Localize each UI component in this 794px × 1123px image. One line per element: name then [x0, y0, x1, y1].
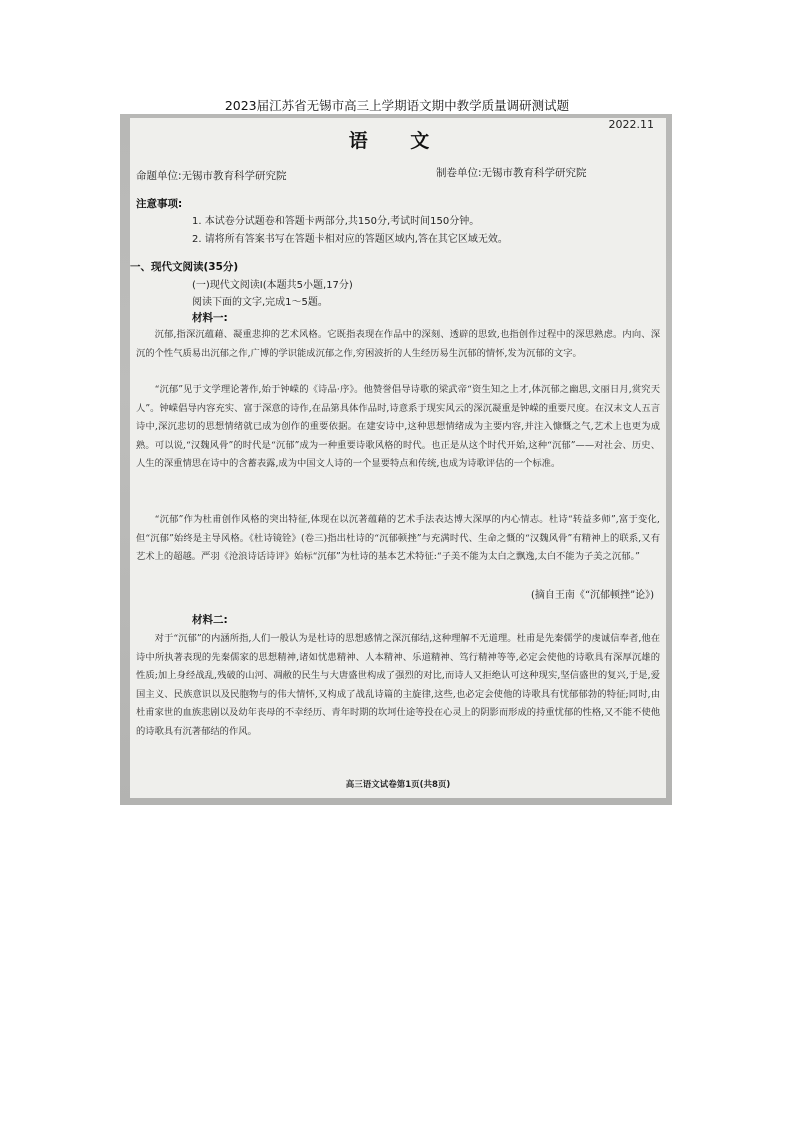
- material-1-heading: 材料一:: [192, 312, 228, 324]
- subsection-heading: (一)现代文阅读Ⅰ(本题共5小题,17分): [192, 280, 353, 291]
- material-2-paragraph-1: 对于“沉郁”的内涵所指,人们一般认为是杜诗的思想感情之深沉郁结,这种理解不无道理。杜甫是先秦儒学的虔诚信奉者,他在诗中所执著表现的先秦儒家的思想精神,诸如忧患精神、人本精神、乐道精神、笃行精神等等,必定会使他的诗歌具有深厚沉雄的性质;加上身经战乱,残破的山河、凋敝的民生与大唐盛世构成了强烈的对比,而诗人又拒绝认可这种现实,坚信盛世的复兴,于是,爱国主义、民族意识以及民胞物与的伟大情怀,又构成了战乱诗篇的主旋律,这些,也必定会使他的诗歌具有忧郁郁勃的特征;同时,由杜甫家世的血族悲剧以及幼年丧母的不幸经历、青年时期的坎坷仕途等投在心灵上的阴影而形成的持重忧郁的性格,又不能不使他的诗歌具有沉著郁结的作风。: [136, 633, 660, 737]
- production-unit: 制卷单位:无锡市教育科学研究院: [436, 167, 587, 179]
- scanned-exam-photo: [120, 114, 672, 805]
- section-heading: 一、现代文阅读(35分): [130, 261, 239, 273]
- proposition-unit: 命题单位:无锡市教育科学研究院: [136, 170, 287, 182]
- material-2-heading: 材料二:: [192, 614, 228, 626]
- material-1-paragraph-1: 沉郁,指深沉蕴藉、凝重悲抑的艺术风格。它既指表现在作品中的深刻、透辟的思致,也指创作过程中的深思熟虑。内向、深沉的个性气质易出沉郁之作,广博的学识能成沉郁之作,穷困波折的人生经历易生沉郁的情怀,发为沉郁的文字。: [136, 329, 660, 359]
- exam-date: 2022.11: [608, 118, 654, 131]
- note-1: 1. 本试卷分试题卷和答题卡两部分,共150分,考试时间150分钟。: [192, 216, 480, 227]
- material-1-paragraph-2: “沉郁”见于文学理论著作,始于钟嵘的《诗品·序》。他赞誉倡导诗歌的梁武帝“资生知之上才,体沉郁之幽思,文丽日月,赏究天人”。钟嵘倡导内容充实、富于深意的诗作,在品第具体作品时,诗意系于现实风云的深沉凝重是钟嵘的重要尺度。在汉末文人五言诗中,深沉悲切的思想情绪就已成为创作的重要依据。在建安诗中,这种思想情绪成为主要内容,并注入慷慨之气,艺术上也更为成熟。可以说,“汉魏风骨”的时代是“沉郁”成为一种重要诗歌风格的时代。也正是从这个时代开始,这种“沉郁”——对社会、历史、人生的深重情思在诗中的含蓄表露,成为中国文人诗的一个显要特点和传统,也成为诗歌评估的一个标准。: [136, 384, 660, 470]
- note-2: 2. 请将所有答案书写在答题卡相对应的答题区域内,答在其它区域无效。: [192, 234, 508, 245]
- exam-subject: 语 文: [348, 130, 448, 152]
- reading-instruction: 阅读下面的文字,完成1～5题。: [192, 297, 328, 308]
- document-title: 2023届江苏省无锡市高三上学期语文期中教学质量调研测试题: [224, 98, 570, 113]
- notes-heading: 注意事项:: [136, 198, 183, 210]
- page-footer: 高三语文试卷第1页(共8页): [345, 780, 451, 790]
- material-1-paragraph-3: “沉郁”作为杜甫创作风格的突出特征,体现在以沉著蕴藉的艺术手法表达博大深厚的内心情志。杜诗“转益多师”,富于变化,但“沉郁”始终是主导风格。《杜诗镜铨》(卷三)指出杜诗的“沉郁顿挫”与充满时代、生命之慨的“汉魏风骨”有精神上的联系,又有艺术上的超越。严羽《沧浪诗话诗评》始标“沉郁”为杜诗的基本艺术特征:“子美不能为太白之飘逸,太白不能为子美之沉郁。”: [136, 514, 660, 563]
- material-1-source: (摘自王南《“沉郁顿挫”论》): [530, 590, 654, 601]
- exam-paper: [130, 118, 666, 798]
